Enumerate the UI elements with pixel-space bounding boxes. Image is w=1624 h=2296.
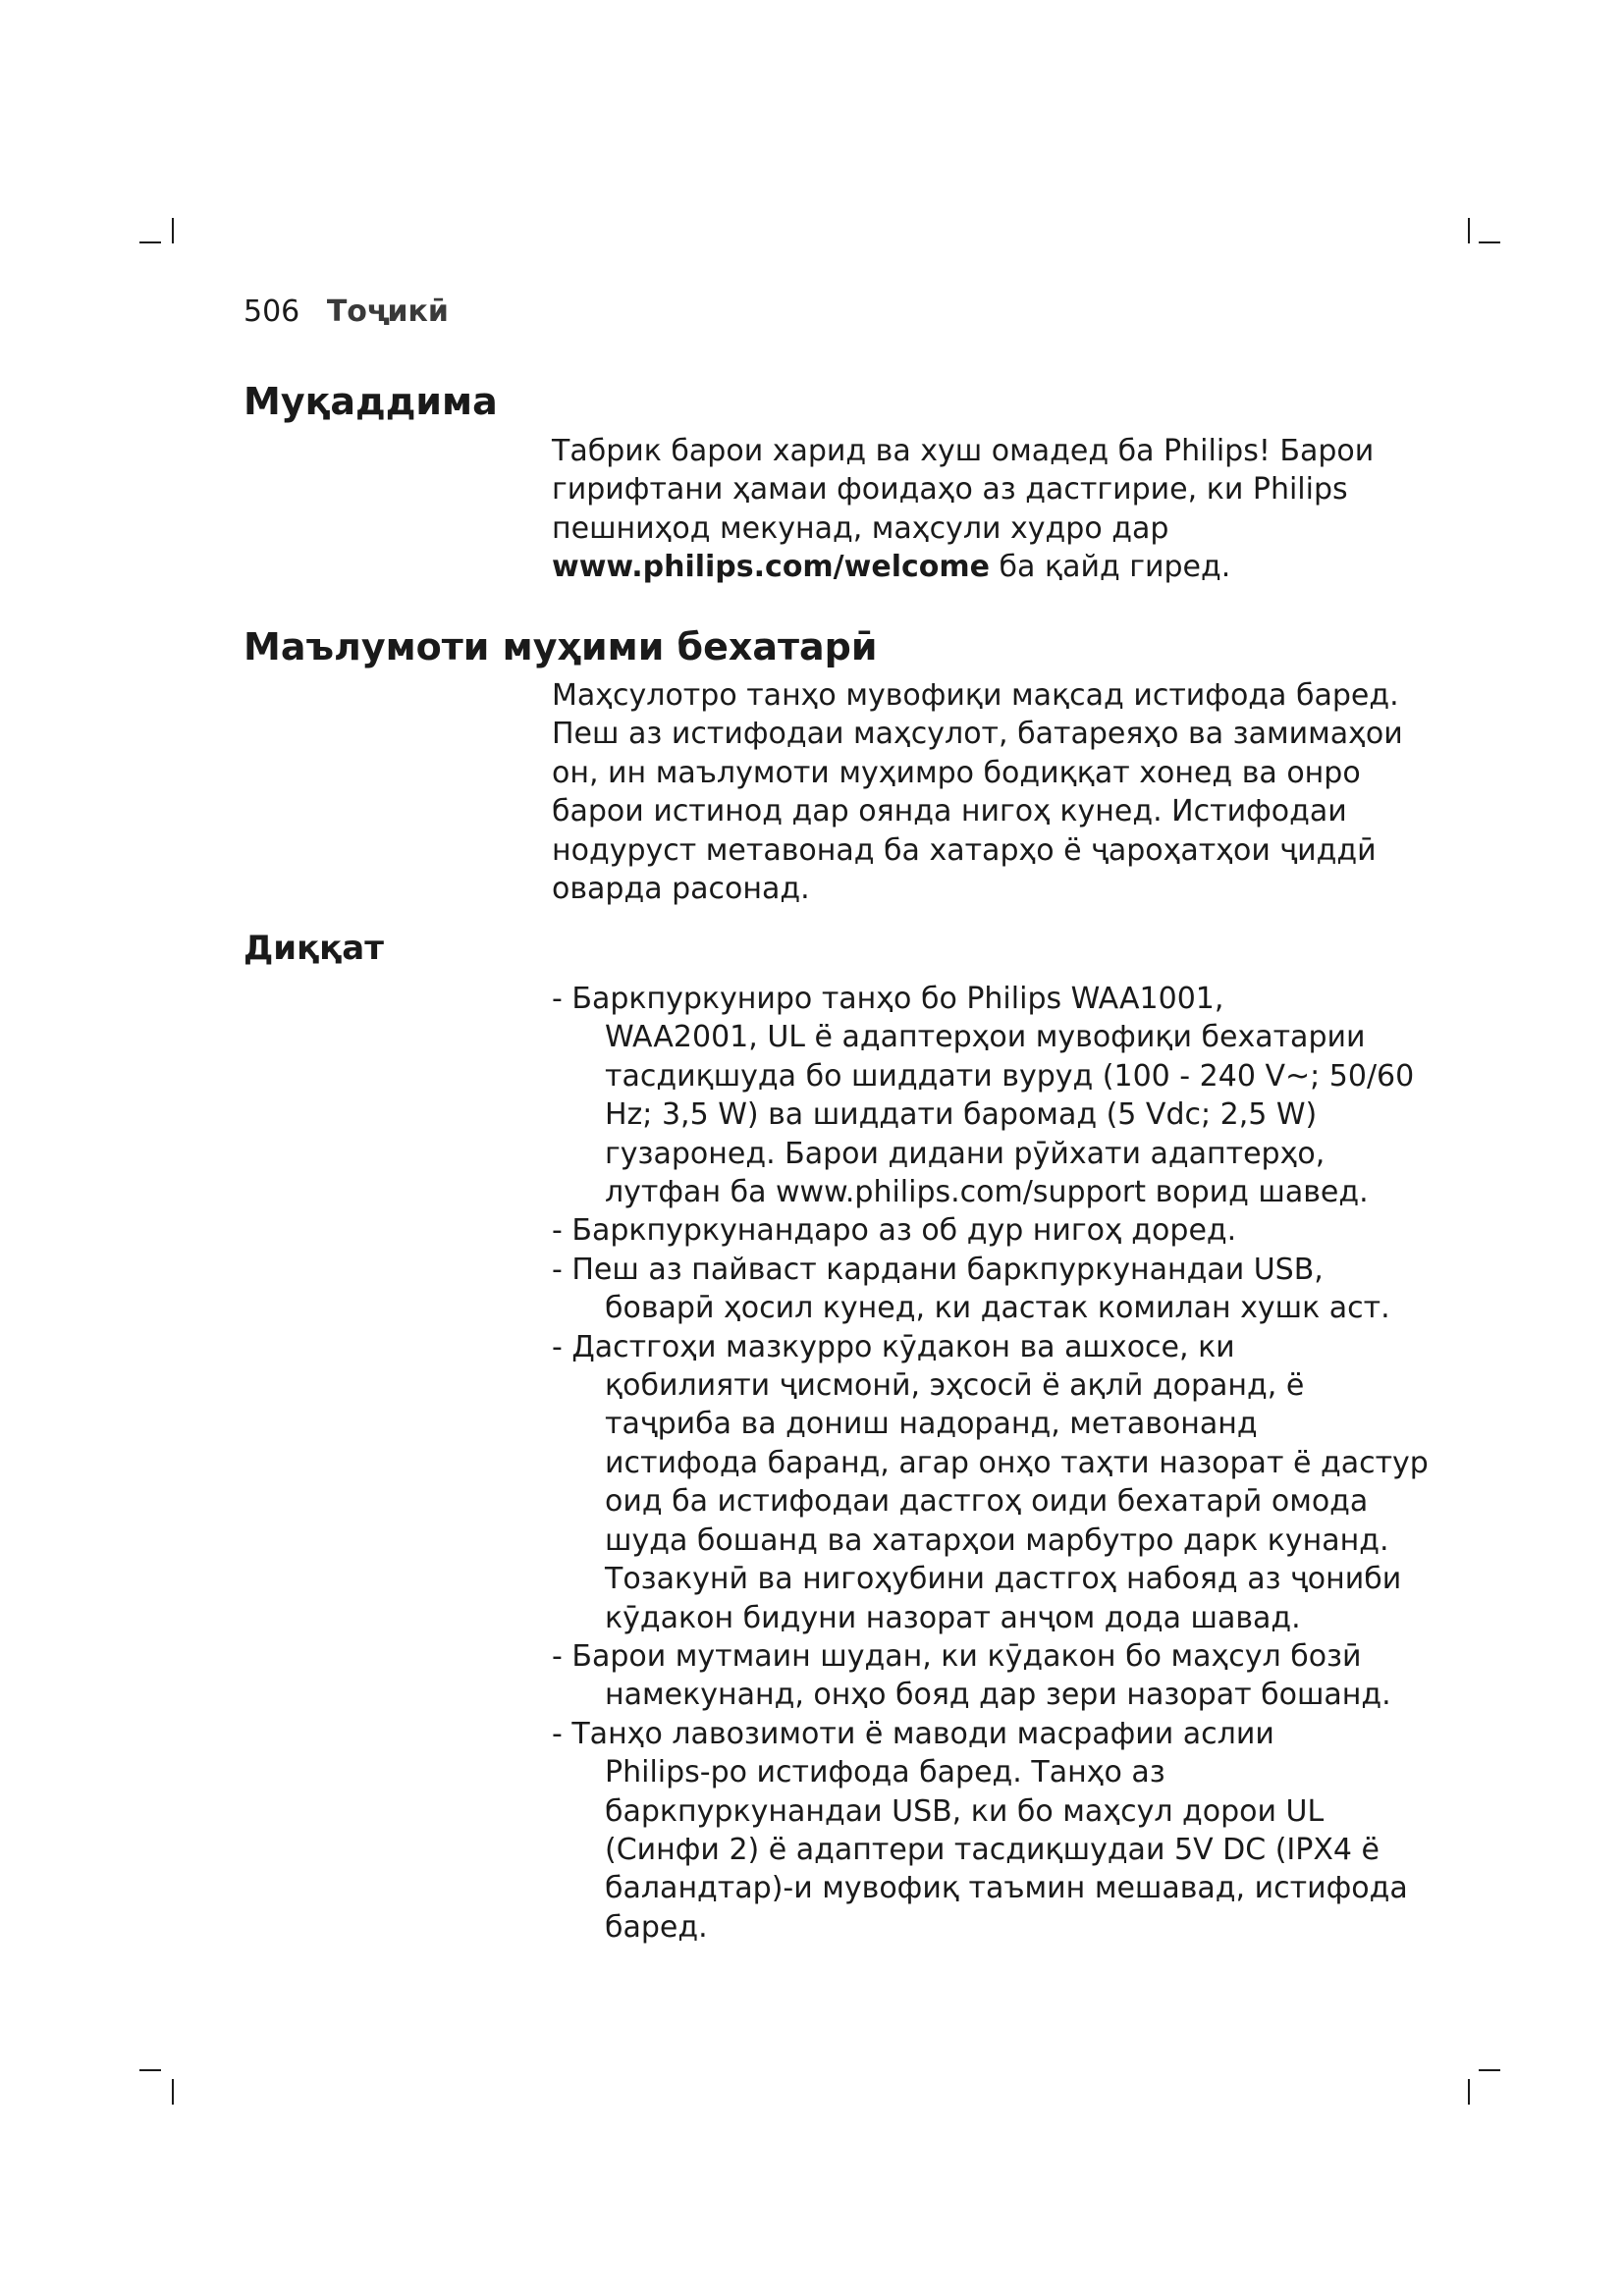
list-item-line: таҷриба ва дониш надоранд, метавонанд bbox=[605, 1407, 1258, 1442]
safety-line: Пеш аз истифодаи маҳсулот, батареяҳо ва замимаҳои bbox=[552, 717, 1403, 752]
list-item-line: боварӣ ҳосил кунед, ки дастак комилан хушк аст. bbox=[605, 1291, 1390, 1326]
safety-line: Маҳсулотро танҳо мувофиқи мақсад истифода баред. bbox=[552, 678, 1399, 713]
language-label: Тоҷикӣ bbox=[326, 294, 449, 329]
list-item-line: оид ба истифодаи дастгоҳ оиди бехатарӣ омода bbox=[605, 1484, 1369, 1520]
list-item-line: баландтар)-и мувофиқ таъмин мешавад, истифода bbox=[605, 1871, 1408, 1906]
page-number: 506 bbox=[244, 294, 300, 329]
list-item bbox=[552, 1715, 1435, 1947]
list-item-line: Hz; 3,5 W) ва шиддати баромад (5 Vdc; 2,5 W) bbox=[605, 1097, 1318, 1133]
list-item-line: Philips-ро истифода баред. Танҳо аз bbox=[605, 1755, 1165, 1790]
list-item-line: қобилияти ҷисмонӣ, эҳсосӣ ё ақлӣ доранд, ё bbox=[605, 1368, 1305, 1404]
safety-line: он, ин маълумоти муҳимро бодиққат хонед ва онро bbox=[552, 755, 1361, 790]
intro-line bbox=[552, 548, 1435, 586]
list-item-first-line: - Пеш аз пайваст кардани баркпуркунандаи USB, bbox=[552, 1252, 1324, 1287]
list-item bbox=[552, 1328, 1435, 1637]
list-item-line: истифода баранд, агар онҳо таҳти назорат ё дастур bbox=[605, 1445, 1429, 1480]
list-item-line: намекунанд, онҳо бояд дар зери назорат бошанд. bbox=[605, 1678, 1391, 1713]
list-item-line: тасдиқшуда бо шиддати вуруд (100 - 240 V~; 50/60 bbox=[605, 1058, 1415, 1094]
list-item-line: Тозакунӣ ва нигоҳубини дастгоҳ набояд аз ҷониби bbox=[605, 1562, 1402, 1597]
list-item-line: баред. bbox=[605, 1909, 708, 1945]
intro-line: Табрик барои харид ва хуш омадед ба Philips! Барои bbox=[552, 434, 1375, 468]
list-item bbox=[552, 1637, 1435, 1715]
list-item-line: шуда бошанд ва хатарҳои марбутро дарк кунанд. bbox=[605, 1522, 1389, 1558]
list-item-first-line: - Баркпуркунандаро аз об дур нигоҳ доред. bbox=[552, 1213, 1237, 1249]
list-item-line: баркпуркунандаи USB, ки бо маҳсул дорои UL bbox=[605, 1793, 1325, 1829]
list-item-line: (Синфи 2) ё адаптери тасдиқшудаи 5V DC (IPX4 ё bbox=[605, 1832, 1380, 1867]
intro-line: гирифтани ҳамаи фоидаҳо аз дастгирие, ки Philips bbox=[552, 472, 1348, 507]
crop-mark-bottom-left bbox=[172, 2079, 174, 2105]
intro-line: пешниҳод мекунад, маҳсули худро дар bbox=[552, 510, 1169, 546]
crop-mark-bottom-right bbox=[1479, 2069, 1500, 2071]
safety-heading: Маълумоти муҳими бехатарӣ bbox=[244, 625, 878, 668]
crop-mark-top-right bbox=[1468, 218, 1470, 243]
list-item-line: кӯдакон бидуни назорат анҷом дода шавад. bbox=[605, 1600, 1301, 1635]
safety-paragraph bbox=[552, 676, 1435, 908]
list-item bbox=[552, 1251, 1435, 1328]
safety-line: оварда расонад. bbox=[552, 872, 810, 907]
caution-heading: Диққат bbox=[244, 929, 384, 968]
intro-heading: Муқаддима bbox=[244, 380, 498, 423]
list-item bbox=[552, 980, 1435, 1211]
crop-mark-top-right bbox=[1479, 241, 1500, 243]
list-item-first-line: - Барои мутмаин шудан, ки кӯдакон бо маҳсул бозӣ bbox=[552, 1638, 1362, 1674]
crop-mark-bottom-right bbox=[1468, 2079, 1470, 2105]
list-item-line: лутфан ба www.philips.com/support ворид шавед. bbox=[605, 1175, 1369, 1210]
safety-line: нодуруст метавонад ба хатарҳо ё ҷароҳатҳои ҷиддӣ bbox=[552, 832, 1377, 868]
list-item bbox=[552, 1211, 1435, 1250]
crop-mark-top-left bbox=[139, 241, 161, 243]
crop-mark-top-left bbox=[172, 218, 174, 243]
running-header bbox=[244, 293, 449, 332]
crop-mark-bottom-left bbox=[139, 2069, 161, 2071]
list-item-first-line: - Дастгоҳи мазкурро кӯдакон ва ашхосе, ки bbox=[552, 1329, 1235, 1364]
list-item-first-line: - Танҳо лавозимоти ё маводи масрафии аслии bbox=[552, 1716, 1274, 1751]
welcome-link[interactable]: www.philips.com/welcome bbox=[552, 550, 990, 585]
list-item-line: гузаронед. Барои дидани рӯйхати адаптерҳо, bbox=[605, 1136, 1326, 1171]
intro-paragraph bbox=[552, 432, 1435, 587]
list-item-first-line: - Баркпуркуниро танҳо бо Philips WAA1001, bbox=[552, 982, 1224, 1016]
safety-line: барои истинод дар оянда нигоҳ кунед. Истифодаи bbox=[552, 794, 1347, 829]
intro-url-suffix: ба қайд гиред. bbox=[990, 550, 1231, 585]
caution-list bbox=[552, 980, 1435, 1947]
list-item-line: WAA2001, UL ё адаптерҳои мувофиқи бехатарии bbox=[605, 1020, 1366, 1055]
